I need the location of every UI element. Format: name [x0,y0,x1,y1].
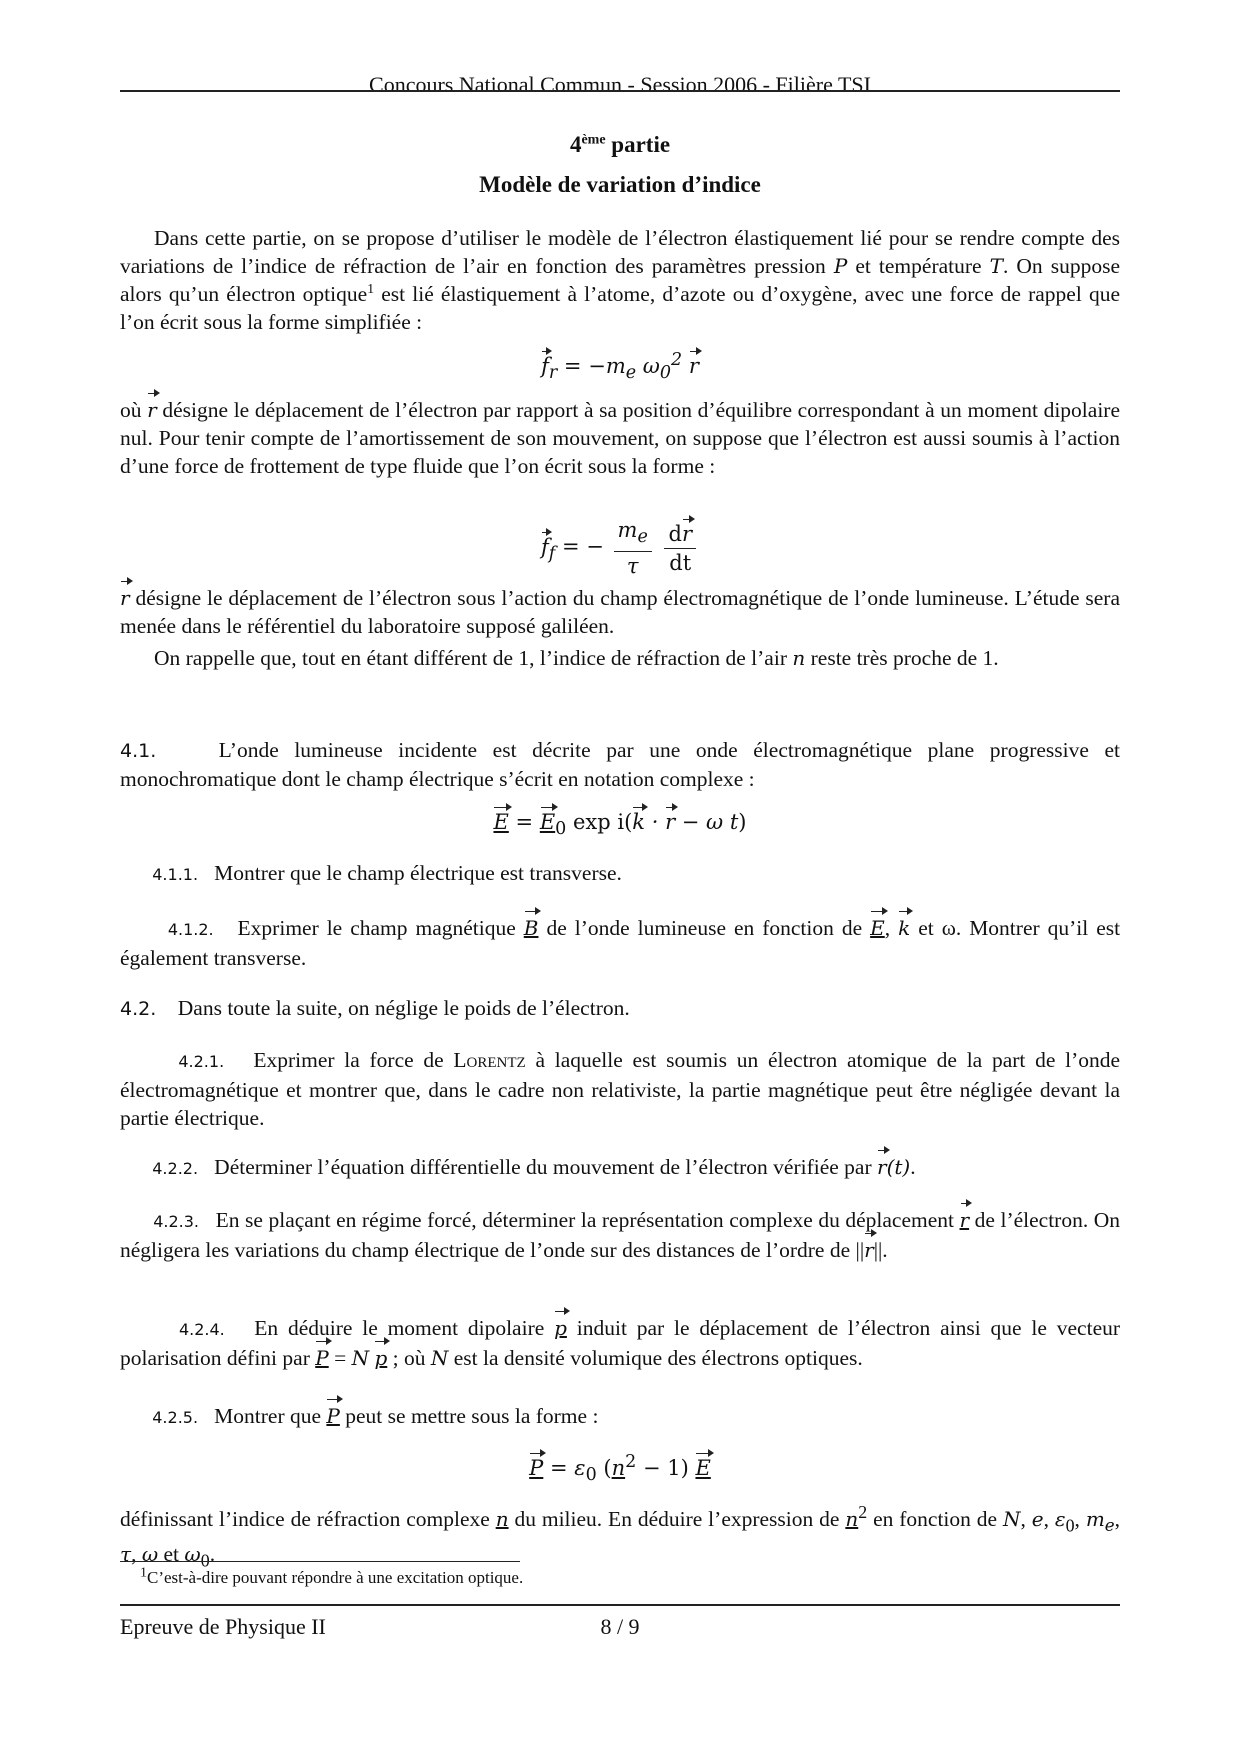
equation-restoring-force: $f_r = -m_e$ $\omega_0^2$ r [541,350,699,384]
q425-text-d: du milieu. En déduire l’expression de [514,1507,840,1532]
intro-text-et: et température [855,254,982,278]
q422-text: Déterminer l’équation différentielle du mouvement de l’électron vérifiée par [214,1155,872,1179]
paragraph-complex-index: définissant l’indice de réfraction complexe n du milieu. En déduire l’expression de $n^2$ en fonction de N, e, $\varepsilon_0$, $m_e$, τ, ω et $\omega_0$. [120,1502,1121,1571]
q412-text-a: Exprimer le champ magnétique [237,916,516,940]
q425-text-b: peut se mettre sous la forme : [345,1404,599,1428]
header-title: Concours National Commun - Session 2006 - Filière TSI [369,72,871,97]
q412-text-b: de l’onde lumineuse en fonction de [546,916,863,940]
intro-text-a: Dans cette partie, on se propose d’utiliser le modèle de l’électron élastiquement lié pour se rendre compte des variations de l’indice de réfraction de l’air en fonction des paramètres pression [120,226,1120,278]
q424-number: 4.2.4. [178,1320,225,1339]
q411-number: 4.1.1. [152,865,199,884]
q412-number: 4.1.2. [167,920,214,939]
q421-text-a: Exprimer la force de [253,1048,444,1072]
part-heading [120,132,1120,158]
question-4-2 [120,994,1120,1023]
q425-text-e: en fonction de [873,1507,998,1532]
question-4-2-4: 4.2.4. En déduire le moment dipolaire p induit par le déplacement de l’électron ainsi que le vecteur polarisation défini par P = N p ; où N est la densité volumique des électrons optiques. [120,1316,1121,1370]
q425-text-a: Montrer que [214,1404,322,1428]
p3-text: désigne le déplacement de l’électron sous l’action du champ électromagnétique de l’onde lumineuse. L’étude sera menée dans le référentiel du laboratoire supposé galiléen. [120,586,1121,638]
paragraph-context: r désigne le déplacement de l’électron sous l’action du champ électromagnétique de l’onde lumineuse. L’étude sera menée dans le référentiel du laboratoire supposé galiléen. [120,586,1121,638]
equation-friction-force: $f_f$ = − $\frac{m_e}{\tau}$ $\frac{dr}{dt}$ [120,518,1120,578]
q424-text-b: induit par le déplacement de l’électron ainsi que le vecteur polarisation défini par [120,1316,1121,1370]
q41-number: 4.1. [120,740,157,762]
equation-polarisation: $P = \varepsilon_0$ $(n^2 - 1)$ E [529,1452,711,1486]
question-4-2-1 [120,1046,1120,1132]
q412-text-c: et ω. Montrer qu’il est également transverse. [120,916,1121,970]
footer-exam-name: Epreuve de Physique II [120,1614,326,1639]
footer-page-number: 8 / 9 [600,1614,640,1639]
index-symbol: n [792,646,806,670]
q42-number: 4.2. [120,998,157,1020]
pressure-symbol: P [833,254,848,278]
eq-minus-m: −m [588,354,626,378]
q42-text: Dans toute la suite, on néglige le poids de l’électron. [177,996,630,1020]
intro-text-b: . On suppose alors qu’un électron optique [120,254,1120,306]
q425-text-c: définissant l’indice de réfraction complexe [120,1507,490,1532]
paragraph-index [120,644,1120,672]
lorentz-name: Lorentz [453,1048,526,1072]
part-word: partie [611,132,671,157]
p2-text-b: désigne le déplacement de l’électron par rapport à sa position d’équilibre correspondant à un moment dipolaire nul. Pour tenir compte de l’amortissement de son mouvement, on suppose que l’électron est aussi soumis à l’action d’une force de frottement de type fluide que l’on écrit sous la forme : [120,398,1120,478]
q423-text-b: de l’électron. On négligera les variations du champ électrique de l’onde sur des distances de l’ordre de [120,1208,1121,1262]
footnote-rule [120,1561,520,1562]
part-title: Modèle de variation d’indice [479,172,761,197]
q41-text: L’onde lumineuse incidente est décrite par une onde électromagnétique plane progressive et monochromatique dont le champ électrique s’écrit en notation complexe : [120,738,1120,791]
part-number: 4 [569,132,582,157]
p4-text-b: reste très proche de 1. [810,646,999,670]
temperature-symbol: T [989,254,1003,278]
q424-text-c: ; où [392,1346,426,1370]
paragraph-displacement: où r désigne le déplacement de l’électron par rapport à sa position d’équilibre correspondant à un moment dipolaire nul. Pour tenir compte de l’amortissement de son mouvement, on suppose que l’électron est aussi soumis à l’action d’une force de frottement de type fluide que l’on écrit sous la forme : [120,398,1120,478]
equation-wave-field: $E = E_0$ exp i(k · r − ω t) [493,810,747,840]
q422-number: 4.2.2. [152,1159,199,1178]
q424-text-a: En déduire le moment dipolaire [254,1316,545,1340]
footnote-text: C’est-à-dire pouvant répondre à une excitation optique. [147,1568,524,1587]
footnote-ref: 1 [367,281,375,297]
header-rule [120,90,1120,92]
part-number-sup: ème [581,132,606,148]
q425-number: 4.2.5. [152,1408,199,1427]
p4-text-a: On rappelle que, tout en étant différent de 1, l’indice de réfraction de l’air [154,646,787,670]
q421-text-b: à laquelle est soumis un électron atomique de la part de l’onde électromagnétique et montrer que, dans le cadre non relativiste, la partie magnétique peut être négligée devant la partie électrique. [120,1048,1121,1130]
question-4-1 [120,736,1120,793]
p2-text-a: où [120,398,142,422]
footnote [140,1565,1040,1588]
question-4-2-3: 4.2.3. En se plaçant en régime forcé, déterminer la représentation complexe du déplacement r de l’électron. On négligera les variations du champ électrique de l’onde sur des distances de l’ordre de ||r||. [120,1208,1121,1262]
footer-rule [120,1604,1120,1606]
q424-text-d: est la densité volumique des électrons optiques. [453,1346,863,1370]
q423-text-a: En se plaçant en régime forcé, déterminer la représentation complexe du déplacement [215,1208,954,1232]
question-4-1-1 [120,859,1120,889]
question-4-2-5: 4.2.5. Montrer que P peut se mettre sous la forme : [152,1404,599,1428]
q421-number: 4.2.1. [178,1052,225,1071]
footnote-mark: 1 [140,1565,147,1581]
question-4-2-2: 4.2.2. Déterminer l’équation différentielle du mouvement de l’électron vérifiée par r(t). [152,1155,916,1179]
q423-number: 4.2.3. [153,1212,199,1231]
intro-text-c: est lié élastiquement à l’atome, d’azote ou d’oxygène, avec une force de rappel que l’on écrit sous la forme simplifiée : [120,282,1121,334]
question-4-1-2: 4.1.2. Exprimer le champ magnétique B de l’onde lumineuse en fonction de E, k et ω. Montrer qu’il est également transverse. [120,916,1121,970]
intro-paragraph [120,224,1120,336]
q411-text: Montrer que le champ électrique est transverse. [214,861,622,885]
